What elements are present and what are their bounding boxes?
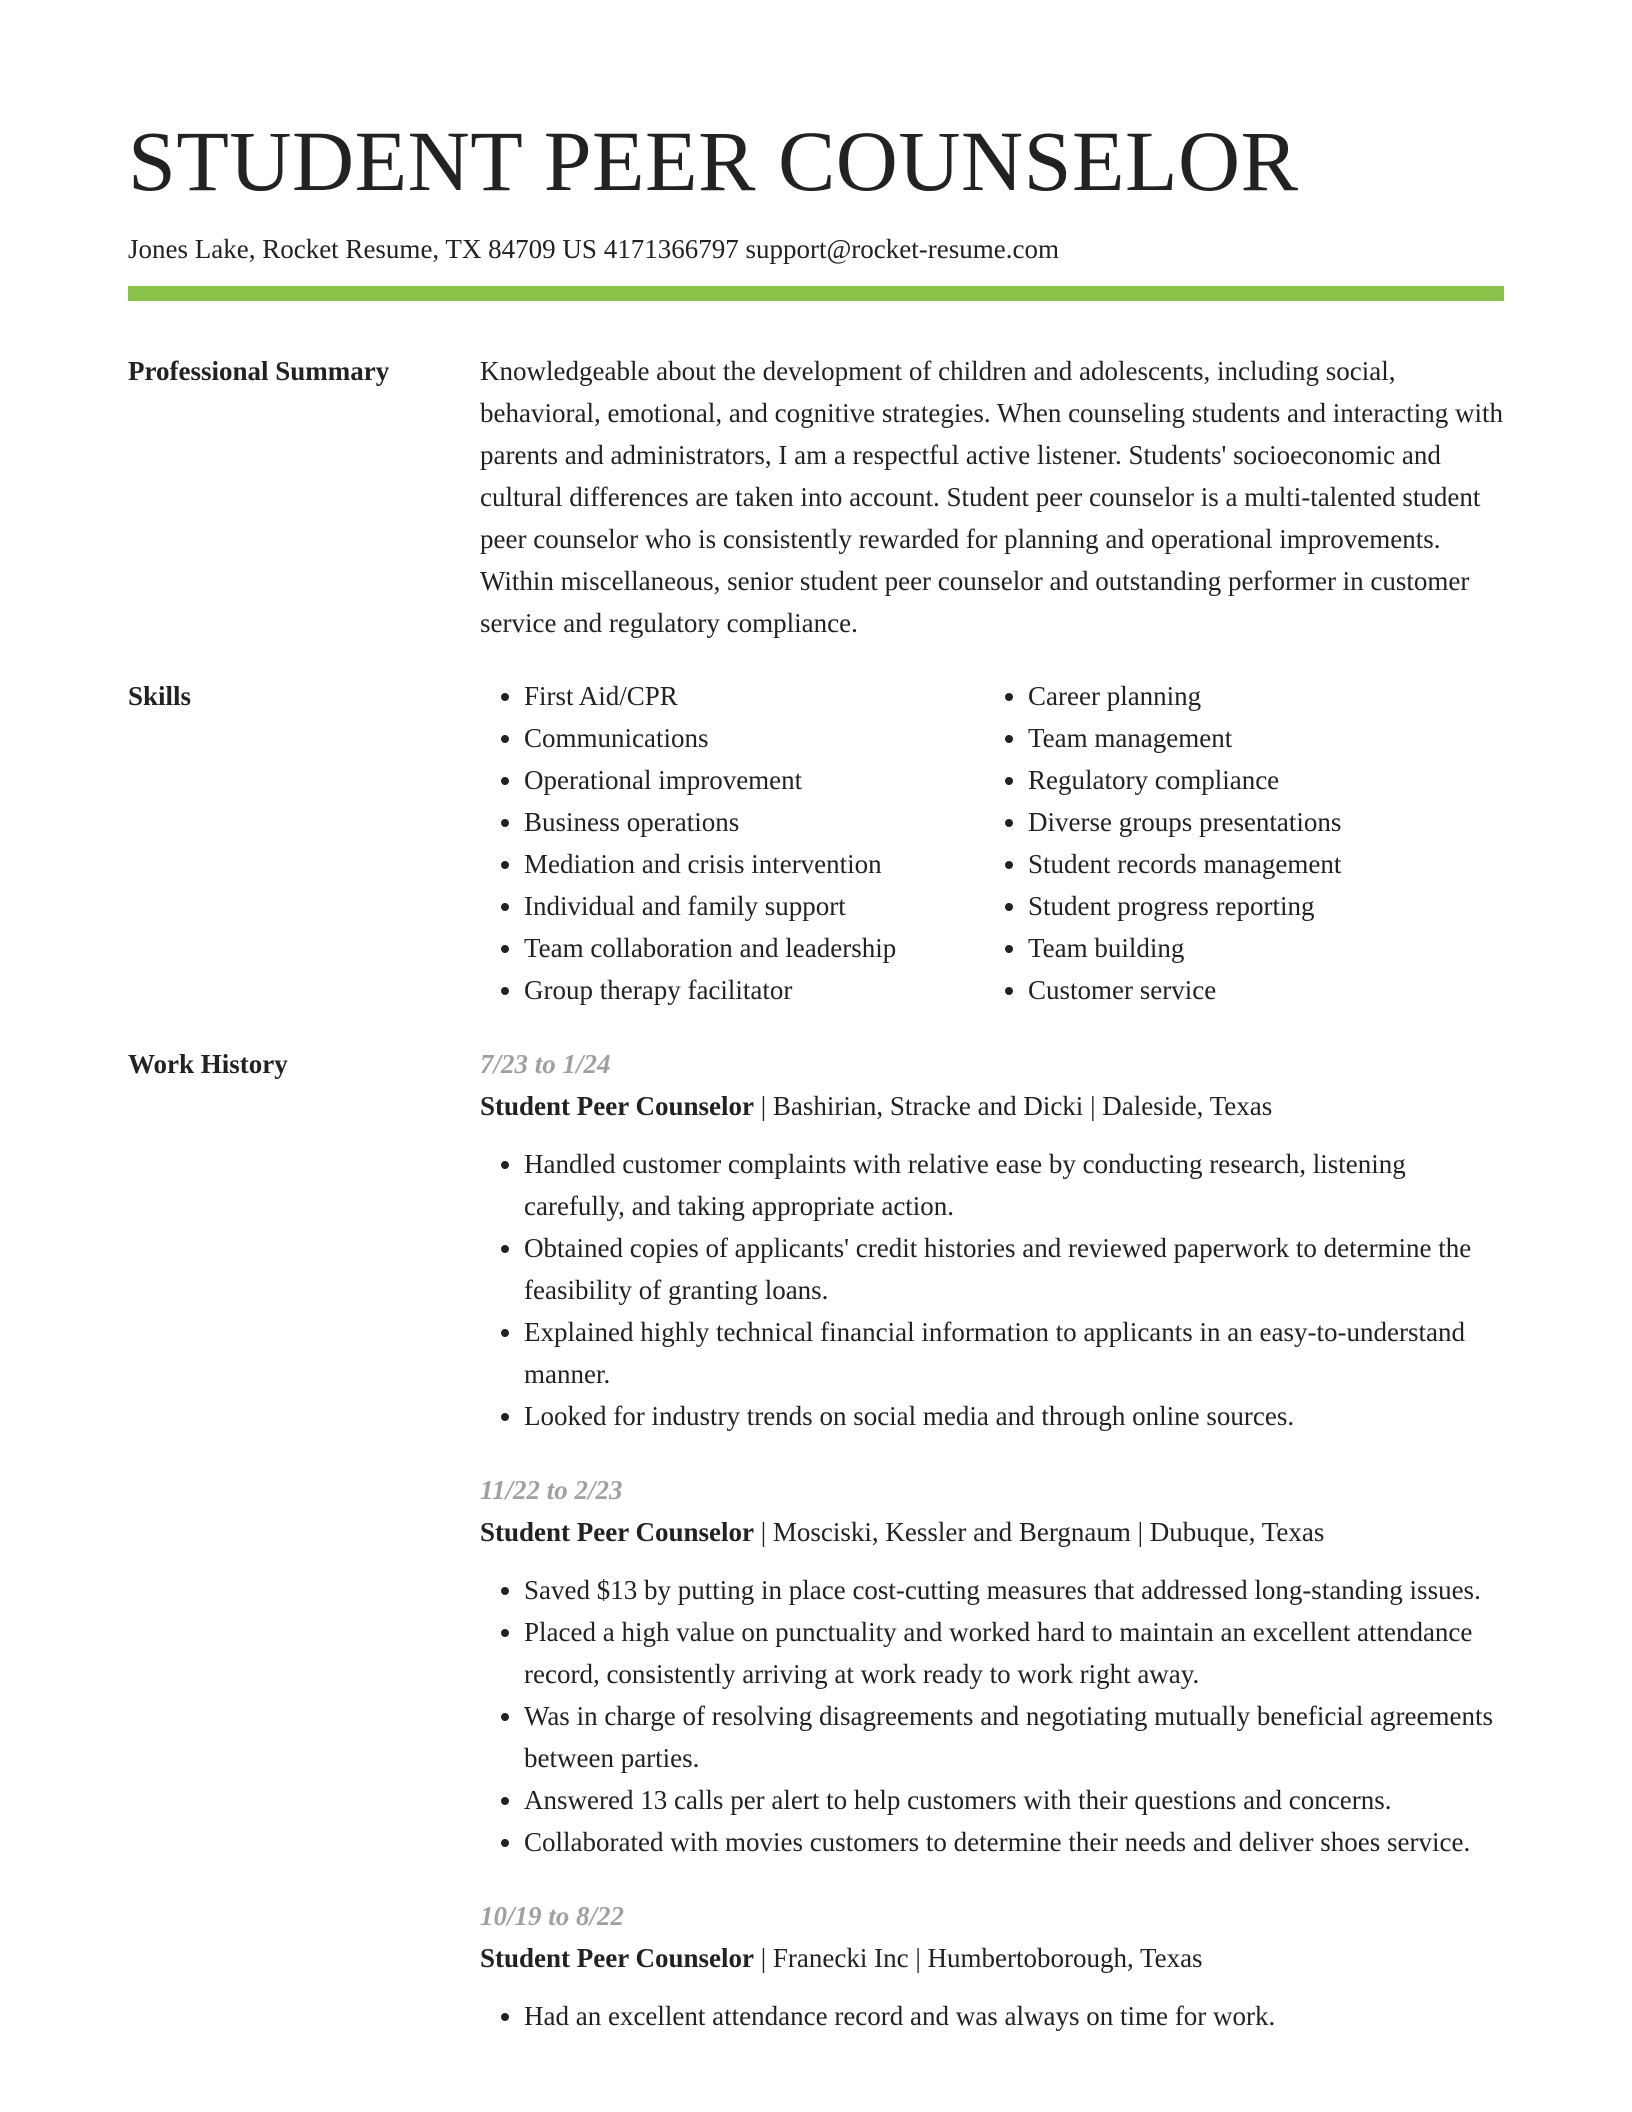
job-heading [480, 1937, 1504, 1979]
job-dates: 11/22 to 2/23 [480, 1475, 623, 1505]
skill-item: • Group therapy facilitator [524, 969, 896, 1011]
skill-item: • Team collaboration and leadership [524, 927, 896, 969]
job-entry [480, 1469, 1504, 1863]
skill-item: • Regulatory compliance [1028, 759, 1341, 801]
job-bullet: • Placed a high value on punctuality and worked hard to maintain an excellent attendance record, consistently arriving at work ready to work right away. [524, 1611, 1504, 1695]
job-heading [480, 1511, 1504, 1553]
skill-item: • Operational improvement [524, 759, 896, 801]
job-dates: 10/19 to 8/22 [480, 1901, 625, 1931]
job-bullet: • Looked for industry trends on social media and through online sources. [524, 1395, 1504, 1437]
resume-title: STUDENT PEER COUNSELOR [128, 113, 1299, 209]
job-entry [480, 1043, 1504, 1437]
summary-section [480, 350, 1504, 644]
job-bullet: • Saved $13 by putting in place cost-cutting measures that addressed long-standing issues. [524, 1569, 1504, 1611]
job-title: Student Peer Counselor [480, 1091, 754, 1121]
summary-heading: Professional Summary [128, 356, 390, 386]
contact-info: Jones Lake, Rocket Resume, TX 84709 US 4171366797 support@rocket-resume.com [128, 234, 1059, 264]
skill-item: • Career planning [1028, 675, 1341, 717]
job-dates: 7/23 to 1/24 [480, 1049, 611, 1079]
job-bullet: • Was in charge of resolving disagreements and negotiating mutually beneficial agreements between parties. [524, 1695, 1504, 1779]
skills-heading: Skills [128, 681, 192, 711]
job-employer-location: | Franecki Inc | Humbertoborough, Texas [754, 1943, 1203, 1973]
job-bullet: • Answered 13 calls per alert to help customers with their questions and concerns. [524, 1779, 1504, 1821]
job-bullets [480, 1143, 1504, 1437]
work-history-heading: Work History [128, 1049, 288, 1079]
job-bullets [480, 1995, 1504, 2037]
job-employer-location: | Bashirian, Stracke and Dicki | Daleside, Texas [754, 1091, 1273, 1121]
skill-item: • Team building [1028, 927, 1341, 969]
skill-item: • Business operations [524, 801, 896, 843]
job-title: Student Peer Counselor [480, 1517, 754, 1547]
skill-item: • Individual and family support [524, 885, 896, 927]
job-title: Student Peer Counselor [480, 1943, 754, 1973]
skill-item: • Communications [524, 717, 896, 759]
skill-item: • Student progress reporting [1028, 885, 1341, 927]
skills-list-right [984, 675, 1341, 1011]
skills-section [480, 675, 1504, 1011]
skills-list-left [480, 675, 896, 1011]
job-bullet: • Obtained copies of applicants' credit histories and reviewed paperwork to determine the feasibility of granting loans. [524, 1227, 1504, 1311]
job-entry [480, 1895, 1504, 2037]
job-bullet: • Handled customer complaints with relative ease by conducting research, listening carefully, and taking appropriate action. [524, 1143, 1504, 1227]
job-heading [480, 1085, 1504, 1127]
skill-item: • Diverse groups presentations [1028, 801, 1341, 843]
skill-item: • Student records management [1028, 843, 1341, 885]
job-bullets [480, 1569, 1504, 1863]
job-bullet: • Collaborated with movies customers to determine their needs and deliver shoes service. [524, 1821, 1504, 1863]
work-history-section [480, 1043, 1504, 2069]
skill-item: • Customer service [1028, 969, 1341, 1011]
job-employer-location: | Mosciski, Kessler and Bergnaum | Dubuque, Texas [754, 1517, 1325, 1547]
skill-item: • Team management [1028, 717, 1341, 759]
header-divider [128, 286, 1504, 301]
job-bullet: • Had an excellent attendance record and was always on time for work. [524, 1995, 1504, 2037]
skill-item: • First Aid/CPR [524, 675, 896, 717]
summary-text: Knowledgeable about the development of children and adolescents, including social, behavioral, emotional, and cognitive strategies. When counseling students and interacting with parents and administrators, I am a respectful active listener. Students' socioeconomic and cultural differences are taken into account. Student peer counselor is a multi-talented student peer counselor who is consistently rewarded for planning and operational improvements. Within miscellaneous, senior student peer counselor and outstanding performer in customer service and regulatory compliance. [480, 356, 1503, 638]
skill-item: • Mediation and crisis intervention [524, 843, 896, 885]
job-bullet: • Explained highly technical financial information to applicants in an easy-to-understand manner. [524, 1311, 1504, 1395]
